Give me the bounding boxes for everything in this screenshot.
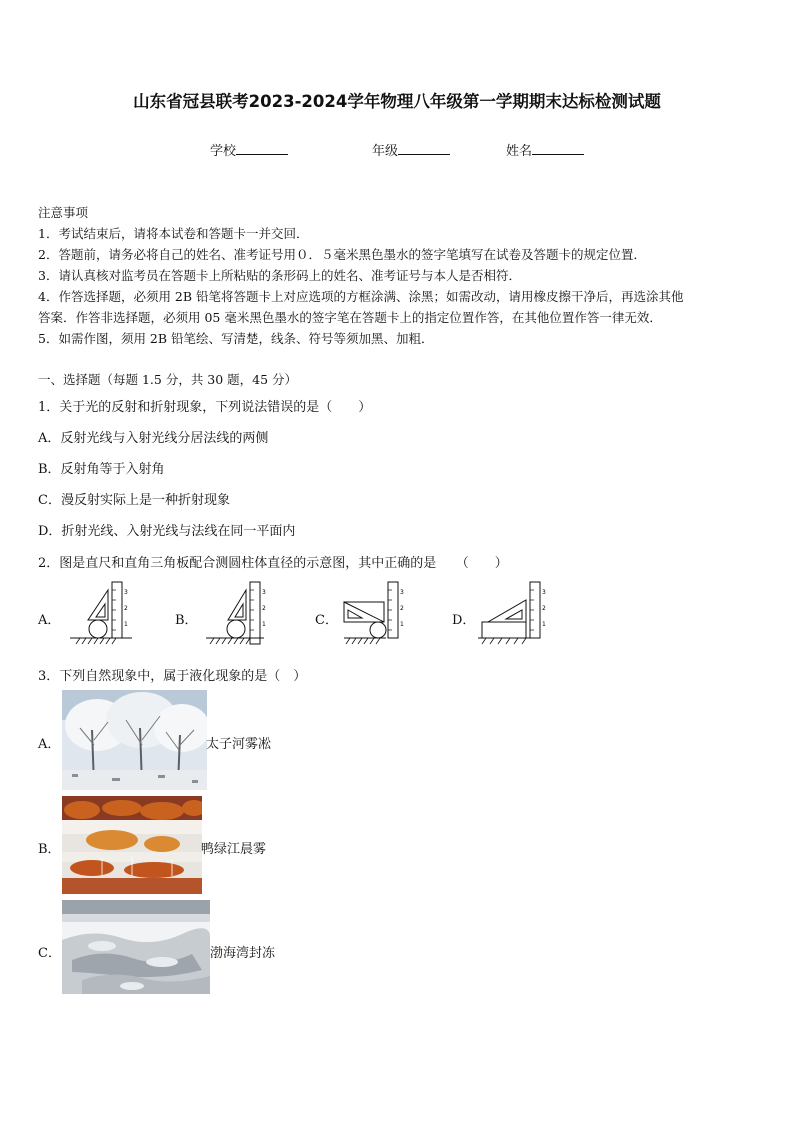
ruler-tick-label: 3: [542, 589, 546, 596]
notice-item: 2．答题前，请务必将自己的姓名、准考证号用０．５毫米黑色墨水的签字笔填写在试卷及答题卡的规定位置．: [38, 247, 646, 262]
q2-diagram-b: [204, 580, 274, 648]
river-fog-photo: [62, 796, 202, 894]
notice-item: 答案．作答非选择题，必须用 05 毫米黑色墨水的签字笔在答题卡上的指定位置作答，在其他位置作答一律无效．: [38, 310, 662, 325]
ruler-tick-label: 3: [400, 589, 404, 596]
q3-stem: 3．下列自然现象中，属于液化现象的是（ ）: [38, 669, 307, 684]
q3-option-b-caption: 鸭绿江晨雾: [201, 842, 267, 857]
q2-option-a-label[interactable]: A．: [38, 613, 61, 628]
notice-item: 3．请认真核对监考员在答题卡上所粘贴的条形码上的姓名、准考证号与本人是否相符．: [38, 268, 521, 283]
notice-heading: 注意事项: [38, 205, 89, 220]
q1-stem: 1．关于光的反射和折射现象，下列说法错误的是（ ）: [38, 400, 372, 415]
q2-diagram-d: [476, 580, 554, 648]
q1-option-b[interactable]: B．反射角等于入射角: [38, 462, 165, 477]
q1-option-c[interactable]: C．漫反射实际上是一种折射现象: [38, 493, 230, 508]
q2-option-b-label[interactable]: B．: [175, 613, 198, 628]
notice-item: 4．作答选择题，必须用 2B 铅笔将答题卡上对应选项的方框涂满、涂黑；如需改动，请用橡皮擦干净后，再选涂其他: [38, 289, 684, 304]
notice-item: 5．如需作图，须用 2B 铅笔绘、写清楚，线条、符号等须加黑、加粗．: [38, 331, 434, 346]
notice-item: 1．考试结束后，请将本试卷和答题卡一并交回．: [38, 226, 309, 241]
q3-option-c-caption: 渤海湾封冻: [210, 946, 276, 961]
page-title: 山东省冠县联考2023-2024学年物理八年级第一学期期末达标检测试题: [133, 92, 661, 111]
ruler-tick-label: 3: [262, 589, 266, 596]
q1-option-d[interactable]: D．折射光线、入射光线与法线在同一平面内: [38, 524, 296, 539]
ruler-tick-label: 2: [400, 605, 404, 612]
q3-option-a-caption: 太子河雾凇: [206, 737, 272, 752]
grade-field[interactable]: [372, 140, 450, 159]
q2-option-c-label[interactable]: C．: [315, 613, 338, 628]
ruler-tick-label: 2: [262, 605, 266, 612]
q2-stem: 2．图是直尺和直角三角板配合测圆柱体直径的示意图，其中正确的是 （ ）: [38, 556, 508, 571]
school-label: 学校: [210, 144, 237, 159]
q2-diagram-a: [66, 580, 136, 648]
ruler-tick-label: 1: [400, 621, 404, 628]
name-field[interactable]: [506, 140, 584, 159]
grade-label: 年级: [372, 144, 399, 159]
name-label: 姓名: [506, 144, 533, 159]
q2-diagram-c: [340, 580, 412, 648]
ruler-tick-label: 1: [542, 621, 546, 628]
ruler-tick-label: 3: [124, 589, 128, 596]
ruler-tick-label: 2: [542, 605, 546, 612]
section-heading: 一、选择题（每题 1.5 分，共 30 题，45 分）: [38, 372, 298, 387]
ruler-tick-label: 1: [262, 621, 266, 628]
q2-option-d-label[interactable]: D．: [452, 613, 476, 628]
rime-trees-photo: [62, 690, 207, 790]
school-field[interactable]: [210, 140, 288, 159]
q3-option-a-label[interactable]: A．: [38, 737, 61, 752]
q3-option-c-label[interactable]: C．: [38, 946, 61, 961]
ruler-tick-label: 1: [124, 621, 128, 628]
q1-option-a[interactable]: A．反射光线与入射光线分居法线的两侧: [38, 431, 269, 446]
q3-option-b-label[interactable]: B．: [38, 842, 61, 857]
ruler-tick-label: 2: [124, 605, 128, 612]
frozen-bay-photo: [62, 900, 210, 994]
